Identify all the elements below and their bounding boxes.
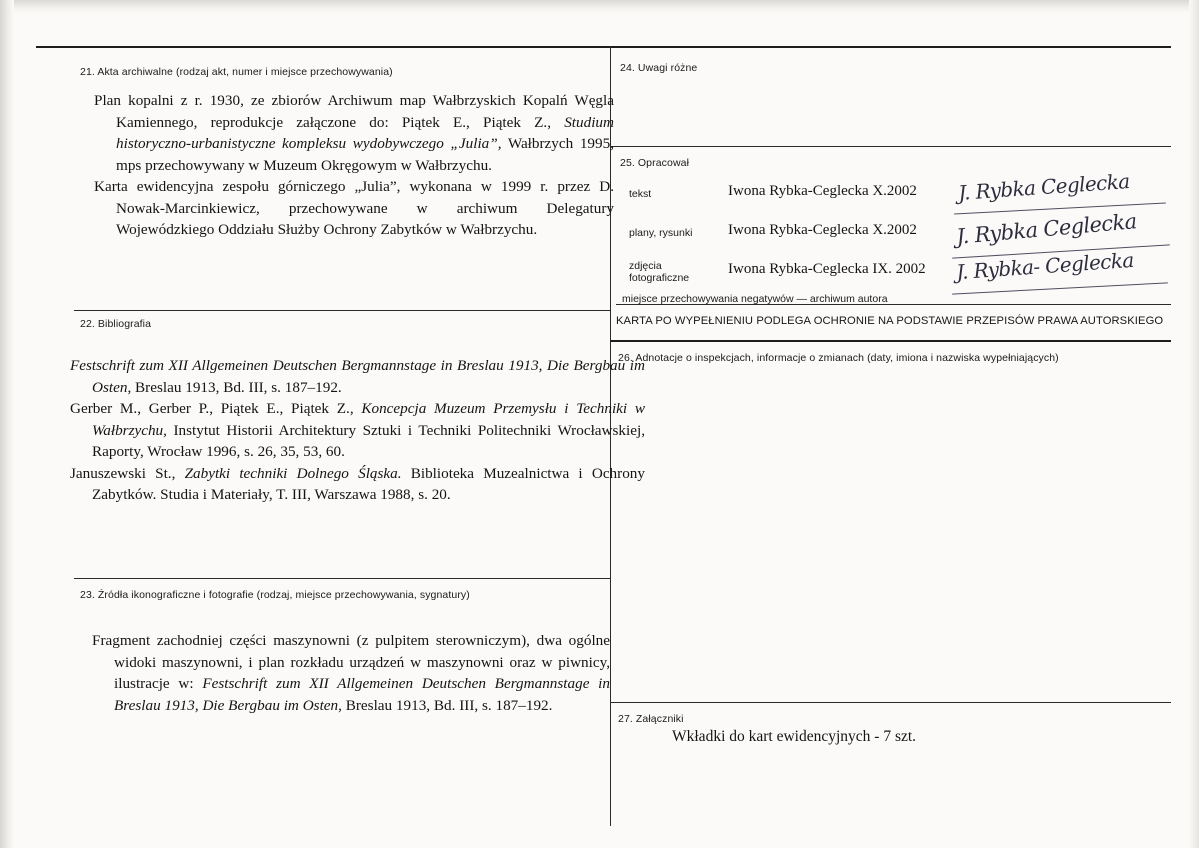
signature-underline-photos [952, 282, 1168, 294]
rule-f26-top [610, 340, 1171, 342]
opracowal-row-label-plans: plany, rysunki [629, 227, 693, 239]
scan-edge-right [1189, 0, 1199, 848]
field-26-content[interactable] [618, 375, 1166, 693]
field-21-content [94, 90, 614, 241]
field-27-label: 27. Załączniki [618, 713, 684, 725]
opracowal-row-value-plans: Iwona Rybka-Ceglecka X.2002 [728, 222, 917, 238]
opracowal-row-label-text: tekst [629, 188, 652, 200]
bibliography-entry: Gerber M., Gerber P., Piątek E., Piątek Z., Koncepcja Muzeum Przemysłu i Techniki w Wałbrzychu, Instytut Historii Architektury Sztuki i Techniki Politechniki Wrocławskiej, Raporty, Wrocław 1996, s. 26, 35, 53, 60. [70, 400, 645, 461]
opracowal-row-value-text: Iwona Rybka-Ceglecka X.2002 [728, 183, 917, 199]
field-24-label: 24. Uwagi różne [620, 62, 698, 74]
rule-f22-top [74, 310, 610, 311]
opracowal-row-label-photos-line1: zdjęcia [629, 260, 662, 272]
signature-plans: J. Rybka Ceglecka [955, 209, 1138, 249]
scan-edge-left [0, 0, 14, 848]
rule-f25-top [610, 146, 1171, 147]
field-25-label: 25. Opracował [620, 157, 690, 169]
form-sheet [36, 40, 1171, 826]
signature-text: J. Rybka Ceglecka [957, 169, 1131, 205]
opracowal-row-value-photos: Iwona Rybka-Ceglecka IX. 2002 [728, 261, 926, 277]
field-23-label: 23. Źródła ikonograficzne i fotografie (rodzaj, miejsce przechowywania, sygnatury) [80, 589, 470, 601]
field-21-paragraph: Karta ewidencyjna zespołu górniczego „Julia”, wykonana w 1999 r. przez D. Nowak-Marcinkiewicz, przechowywane w archiwum Delegatury Wojewódzkiego Oddziału Służby Ochrony Zabytków w Wałbrzychu. [94, 178, 614, 239]
rule-f27-top [610, 702, 1171, 703]
field-22-content [70, 355, 645, 506]
signature-photos: J. Rybka- Ceglecka [955, 247, 1135, 285]
field-23-paragraph: Fragment zachodniej części maszynowni (z pulpitem sterowniczym), dwa ogólne widoki maszynowni, i plan rozkładu urządzeń w maszynowni oraz w piwnicy, ilustracje w: Festschrift zum XII Allgemeinen Deutschen Bergmannstage in Breslau 1913, Die Bergbau im Osten, Breslau 1913, Bd. III, s. 187–192. [92, 632, 610, 714]
copyright-notice: KARTA PO WYPEŁNIENIU PODLEGA OCHRONIE NA PODSTAWIE PRZEPISÓW PRAWA AUTORSKIEGO [616, 315, 1164, 327]
bibliography-entry: Januszewski St., Zabytki techniki Dolnego Śląska. Biblioteka Muzealnictwa i Ochrony Zabytków. Studia i Materiały, T. III, Warszawa 1988, s. 20. [70, 464, 645, 504]
field-21-paragraph: Plan kopalni z r. 1930, ze zbiorów Archiwum map Wałbrzyskich Kopalń Węgla Kamiennego, reprodukcje załączone do: Piątek E., Piątek Z., Studium historyczno-urbanistyczne kompleksu wydobywczego „Julia”, Wałbrzych 1995, mps przechowywany w Muzeum Okręgowym w Wałbrzychu. [94, 92, 614, 174]
field-27-content: Wkładki do kart ewidencyjnych - 7 szt. [672, 728, 917, 745]
negatives-storage-note: miejsce przechowywania negatywów — archiwum autora [622, 293, 888, 305]
field-23-content [92, 630, 610, 716]
rule-f23-top [74, 578, 610, 579]
field-26-label: 26. Adnotacje o inspekcjach, informacje o zmianach (daty, imiona i nazwiska wypełniających) [618, 352, 1059, 364]
field-21-label: 21. Akta archiwalne (rodzaj akt, numer i miejsce przechowywania) [80, 66, 393, 78]
scan-edge-top [0, 0, 1199, 13]
bibliography-entry: Festschrift zum XII Allgemeinen Deutschen Bergmannstage in Breslau 1913, Die Bergbau im Osten, Breslau 1913, Bd. III, s. 187–192. [70, 357, 645, 396]
field-24-content[interactable] [620, 82, 1165, 140]
opracowal-row-label-photos-line2: fotograficzne [629, 272, 690, 284]
rule-top [36, 46, 1171, 48]
field-22-label: 22. Bibliografia [80, 318, 152, 330]
